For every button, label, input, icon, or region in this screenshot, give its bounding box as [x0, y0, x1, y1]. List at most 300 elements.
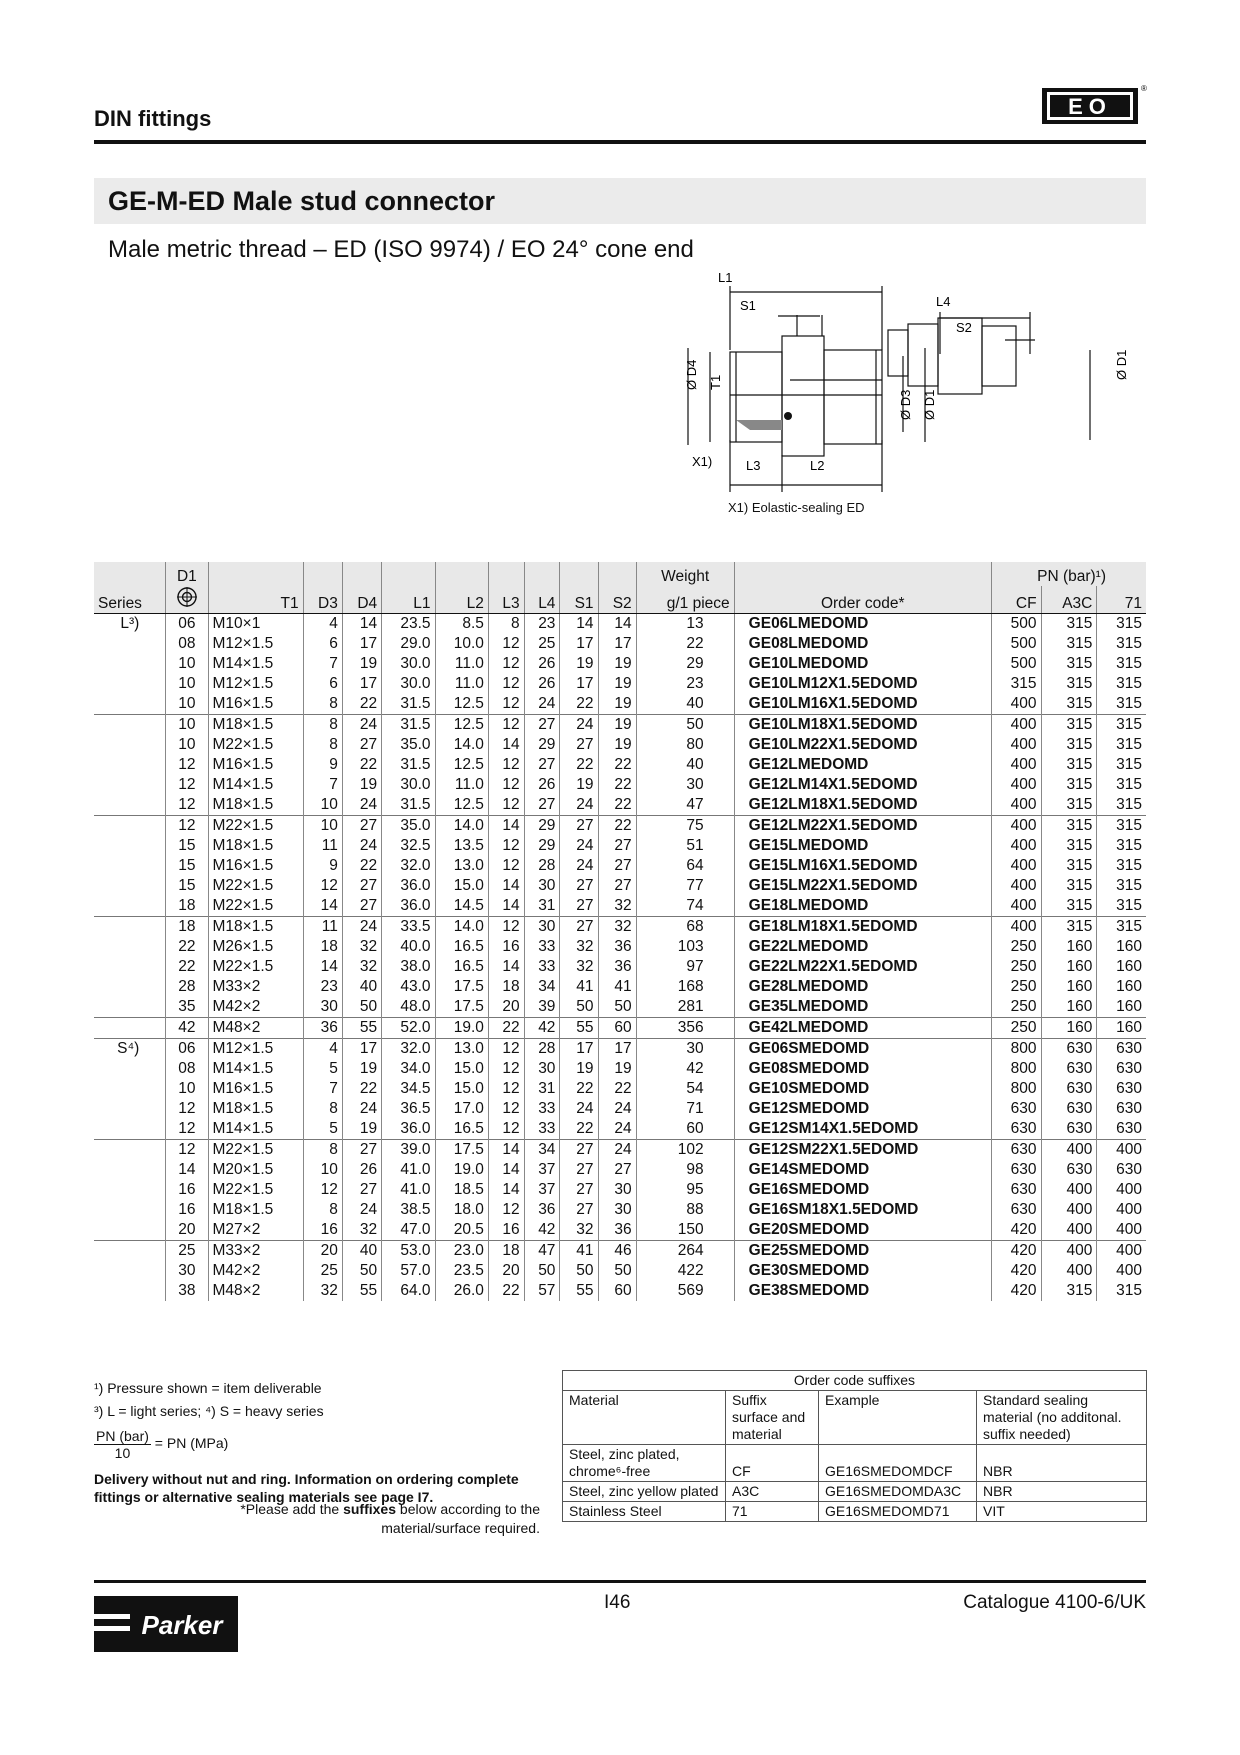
- table-cell: 10: [166, 735, 208, 755]
- table-cell: 32: [342, 937, 381, 957]
- dim-s2: S2: [956, 320, 972, 335]
- table-row: [94, 715, 1146, 736]
- table-cell: 60: [598, 1018, 636, 1039]
- order-code: GE10LMEDOMD: [734, 654, 991, 674]
- table-cell: 12: [166, 1119, 208, 1140]
- table-cell: 14.0: [435, 735, 488, 755]
- table-cell: 17: [342, 674, 381, 694]
- table-cell: 36.5: [382, 1099, 435, 1119]
- dim-d1-right: Ø D1: [1114, 349, 1129, 380]
- table-cell: 18: [488, 1241, 524, 1262]
- table-cell: 12: [166, 1099, 208, 1119]
- table-cell: 16: [488, 1220, 524, 1241]
- table-cell: 20: [303, 1241, 342, 1262]
- table-cell: 630: [991, 1180, 1041, 1200]
- table-cell: 315: [1041, 795, 1097, 816]
- table-cell: 33: [524, 957, 560, 977]
- order-code: GE15LM16X1.5EDOMD: [734, 856, 991, 876]
- table-cell: 630: [1041, 1059, 1097, 1079]
- table-cell: 20: [488, 1261, 524, 1281]
- table-cell: 74: [636, 896, 734, 917]
- table-cell: 50: [342, 1261, 381, 1281]
- table-cell: 29: [636, 654, 734, 674]
- table-cell: 281: [636, 997, 734, 1018]
- table-row: [94, 1180, 1146, 1200]
- table-cell: 10: [166, 694, 208, 715]
- order-code: GE28LMEDOMD: [734, 977, 991, 997]
- dim-d3: Ø D3: [898, 389, 913, 420]
- table-cell: 22: [342, 856, 381, 876]
- table-cell: 50: [636, 715, 734, 736]
- order-code: GE12LM22X1.5EDOMD: [734, 816, 991, 837]
- table-cell: 19: [560, 1059, 598, 1079]
- table-cell: 27: [560, 876, 598, 896]
- table-cell: 24: [598, 1099, 636, 1119]
- table-cell: 10: [166, 715, 208, 736]
- table-cell: 630: [1097, 1119, 1146, 1140]
- order-code: GE20SMEDOMD: [734, 1220, 991, 1241]
- table-row: [94, 735, 1146, 755]
- table-cell: 41.0: [382, 1180, 435, 1200]
- table-cell: 14: [488, 735, 524, 755]
- table-cell: 14: [166, 1160, 208, 1180]
- table-cell: 19: [560, 654, 598, 674]
- table-cell: M18×1.5: [208, 1200, 303, 1220]
- table-cell: 23: [303, 977, 342, 997]
- table-cell: [94, 795, 166, 816]
- table-cell: 11: [303, 917, 342, 938]
- table-cell: 15.0: [435, 876, 488, 896]
- table-cell: 10: [303, 795, 342, 816]
- table-cell: 40.0: [382, 937, 435, 957]
- table-cell: 19: [342, 1119, 381, 1140]
- table-cell: 12: [488, 795, 524, 816]
- table-cell: 160: [1097, 957, 1146, 977]
- table-cell: 98: [636, 1160, 734, 1180]
- table-cell: 315: [1097, 634, 1146, 654]
- table-cell: 16.5: [435, 1119, 488, 1140]
- order-code: GE08SMEDOMD: [734, 1059, 991, 1079]
- table-cell: 7: [303, 654, 342, 674]
- table-cell: 30: [636, 775, 734, 795]
- table-cell: 27: [560, 1180, 598, 1200]
- table-cell: 19: [560, 775, 598, 795]
- order-code: GE15LM22X1.5EDOMD: [734, 876, 991, 896]
- table-cell: 17.5: [435, 1140, 488, 1161]
- table-cell: 36: [598, 1220, 636, 1241]
- table-cell: 28: [166, 977, 208, 997]
- table-cell: 630: [1097, 1039, 1146, 1060]
- table-cell: 22: [342, 694, 381, 715]
- table-cell: 39.0: [382, 1140, 435, 1161]
- table-row: [94, 876, 1146, 896]
- table-cell: 50: [560, 997, 598, 1018]
- eo-logo-text: EO: [1068, 94, 1112, 119]
- table-cell: 41: [598, 977, 636, 997]
- col-header-5: L1: [382, 586, 435, 614]
- table-cell: 17: [598, 634, 636, 654]
- table-cell: 400: [1097, 1241, 1146, 1262]
- table-cell: 25: [166, 1241, 208, 1262]
- table-cell: 30: [524, 917, 560, 938]
- table-cell: 24: [342, 836, 381, 856]
- table-cell: 250: [991, 937, 1041, 957]
- table-cell: 630: [991, 1140, 1041, 1161]
- table-cell: M22×1.5: [208, 1180, 303, 1200]
- table-cell: 315: [1041, 856, 1097, 876]
- table-cell: 31.5: [382, 755, 435, 775]
- suffix-table: [562, 1370, 1147, 1522]
- table-cell: 315: [1041, 816, 1097, 837]
- header-pn: PN (bar)¹): [991, 562, 1146, 586]
- table-cell: 422: [636, 1261, 734, 1281]
- col-header-6: L2: [435, 586, 488, 614]
- table-cell: 10: [166, 654, 208, 674]
- table-cell: 160: [1097, 937, 1146, 957]
- table-cell: [94, 836, 166, 856]
- table-cell: 88: [636, 1200, 734, 1220]
- table-cell: 29: [524, 735, 560, 755]
- footer-rule: [94, 1580, 1146, 1583]
- table-row: [94, 1220, 1146, 1241]
- table-cell: 14: [303, 957, 342, 977]
- dim-x1: X1): [692, 454, 713, 469]
- table-cell: 27: [524, 755, 560, 775]
- table-cell: 06: [166, 614, 208, 635]
- table-cell: 12.5: [435, 795, 488, 816]
- table-cell: 24: [342, 1200, 381, 1220]
- table-cell: 30: [636, 1039, 734, 1060]
- note-pn-formula: [94, 1428, 228, 1461]
- col-header-0: Series: [94, 586, 166, 614]
- table-cell: 12: [166, 1140, 208, 1161]
- suffix-header-suffix: Suffix surface and material: [726, 1391, 819, 1445]
- note-suffix-bold: suffixes: [343, 1501, 397, 1517]
- table-cell: [94, 1079, 166, 1099]
- note-delivery: Delivery without nut and ring. Information on ordering complete fittings or alternative sealing materials see page I7.: [94, 1471, 519, 1505]
- table-cell: 27: [560, 896, 598, 917]
- table-cell: 38.5: [382, 1200, 435, 1220]
- col-header-8: L4: [524, 586, 560, 614]
- table-cell: 315: [1041, 715, 1097, 736]
- table-cell: 24: [560, 795, 598, 816]
- table-cell: 32: [598, 896, 636, 917]
- table-cell: 14: [488, 876, 524, 896]
- table-cell: [94, 917, 166, 938]
- suffix-cell: NBR: [977, 1445, 1147, 1482]
- table-cell: 14: [488, 1160, 524, 1180]
- table-cell: M14×1.5: [208, 775, 303, 795]
- table-cell: 400: [1041, 1200, 1097, 1220]
- table-cell: 630: [991, 1099, 1041, 1119]
- col-header-15: 71: [1097, 586, 1146, 614]
- col-header-13: CF: [991, 586, 1041, 614]
- table-row: [94, 1140, 1146, 1161]
- table-cell: 420: [991, 1220, 1041, 1241]
- order-code: GE12LMEDOMD: [734, 755, 991, 775]
- table-cell: 43.0: [382, 977, 435, 997]
- suffix-cell: CF: [726, 1445, 819, 1482]
- table-cell: 13: [636, 614, 734, 635]
- table-cell: 400: [991, 856, 1041, 876]
- table-cell: 33.5: [382, 917, 435, 938]
- table-cell: 15.0: [435, 1059, 488, 1079]
- table-cell: 17: [560, 634, 598, 654]
- table-cell: 55: [560, 1281, 598, 1301]
- table-cell: 630: [1041, 1119, 1097, 1140]
- table-cell: 14.5: [435, 896, 488, 917]
- table-cell: 8: [303, 694, 342, 715]
- table-row: [94, 614, 1146, 635]
- formula-numerator: PN (bar): [96, 1428, 149, 1444]
- order-code: GE16SMEDOMD: [734, 1180, 991, 1200]
- table-cell: M14×1.5: [208, 1059, 303, 1079]
- order-code: GE22LMEDOMD: [734, 937, 991, 957]
- order-code: GE10SMEDOMD: [734, 1079, 991, 1099]
- table-row: [94, 1119, 1146, 1140]
- table-cell: [94, 1160, 166, 1180]
- suffix-cell: GE16SMEDOMDA3C: [819, 1482, 977, 1502]
- table-cell: 22: [342, 1079, 381, 1099]
- fitting-diagram: [650, 270, 1160, 520]
- table-cell: 42: [636, 1059, 734, 1079]
- table-cell: M22×1.5: [208, 957, 303, 977]
- table-cell: 24: [560, 715, 598, 736]
- table-cell: 22: [488, 1018, 524, 1039]
- table-cell: 34: [524, 977, 560, 997]
- col-header-10: S2: [598, 586, 636, 614]
- table-cell: 9: [303, 856, 342, 876]
- table-cell: 30.0: [382, 654, 435, 674]
- table-cell: 36: [598, 937, 636, 957]
- table-cell: 24: [342, 795, 381, 816]
- table-cell: 27: [342, 1140, 381, 1161]
- table-cell: 14: [488, 1180, 524, 1200]
- table-cell: 315: [1097, 876, 1146, 896]
- col-header-12: Order code*: [734, 586, 991, 614]
- table-cell: 315: [1041, 634, 1097, 654]
- table-cell: 356: [636, 1018, 734, 1039]
- table-cell: 32: [560, 957, 598, 977]
- table-cell: [94, 997, 166, 1018]
- table-cell: M14×1.5: [208, 654, 303, 674]
- table-cell: 75: [636, 816, 734, 837]
- col-header-14: A3C: [1041, 586, 1097, 614]
- table-row: [94, 1059, 1146, 1079]
- order-code: GE10LM22X1.5EDOMD: [734, 735, 991, 755]
- table-cell: 12: [488, 654, 524, 674]
- table-cell: 35.0: [382, 816, 435, 837]
- table-cell: 16: [303, 1220, 342, 1241]
- table-cell: 34.5: [382, 1079, 435, 1099]
- table-cell: 27: [342, 876, 381, 896]
- table-cell: 19: [598, 674, 636, 694]
- order-code: GE08LMEDOMD: [734, 634, 991, 654]
- table-cell: 400: [991, 917, 1041, 938]
- table-cell: M22×1.5: [208, 816, 303, 837]
- table-cell: 42: [524, 1220, 560, 1241]
- order-code: GE15LMEDOMD: [734, 836, 991, 856]
- table-cell: 16: [166, 1200, 208, 1220]
- table-cell: M20×1.5: [208, 1160, 303, 1180]
- table-cell: M18×1.5: [208, 1099, 303, 1119]
- table-cell: 7: [303, 775, 342, 795]
- table-row: [94, 634, 1146, 654]
- table-cell: 400: [1097, 1140, 1146, 1161]
- table-cell: [94, 1281, 166, 1301]
- table-cell: 40: [342, 1241, 381, 1262]
- suffix-cell: GE16SMEDOMD71: [819, 1502, 977, 1522]
- order-code: GE30SMEDOMD: [734, 1261, 991, 1281]
- table-cell: 36: [598, 957, 636, 977]
- table-cell: 24: [598, 1119, 636, 1140]
- suffix-header-material: Material: [563, 1391, 726, 1445]
- suffix-cell: Stainless Steel: [563, 1502, 726, 1522]
- table-row: [94, 775, 1146, 795]
- table-cell: 315: [1097, 755, 1146, 775]
- order-code: GE18LMEDOMD: [734, 896, 991, 917]
- table-cell: 315: [1097, 614, 1146, 635]
- table-cell: 14.0: [435, 816, 488, 837]
- table-cell: [94, 775, 166, 795]
- table-cell: 11.0: [435, 674, 488, 694]
- table-cell: L³): [120, 615, 140, 632]
- table-cell: 500: [991, 634, 1041, 654]
- table-cell: 37: [524, 1180, 560, 1200]
- table-cell: 57.0: [382, 1261, 435, 1281]
- table-cell: 39: [524, 997, 560, 1018]
- table-cell: 18.0: [435, 1200, 488, 1220]
- table-cell: 315: [1041, 876, 1097, 896]
- table-cell: [94, 1059, 166, 1079]
- order-code: GE12LM14X1.5EDOMD: [734, 775, 991, 795]
- suffix-cell: VIT: [977, 1502, 1147, 1522]
- suffix-row: [563, 1445, 1147, 1482]
- table-cell: 315: [1097, 735, 1146, 755]
- table-cell: 29: [524, 816, 560, 837]
- suffix-cell: 71: [726, 1502, 819, 1522]
- table-cell: 4: [303, 1039, 342, 1060]
- table-cell: 24: [560, 856, 598, 876]
- table-cell: 71: [636, 1099, 734, 1119]
- table-cell: 500: [991, 654, 1041, 674]
- table-cell: 315: [1097, 856, 1146, 876]
- table-cell: 30: [303, 997, 342, 1018]
- table-row: [94, 977, 1146, 997]
- suffix-row: [563, 1482, 1147, 1502]
- table-cell: 50: [560, 1261, 598, 1281]
- table-cell: 17: [560, 674, 598, 694]
- table-cell: 31.5: [382, 795, 435, 816]
- table-cell: 400: [1041, 1241, 1097, 1262]
- table-cell: 315: [1041, 755, 1097, 775]
- dim-l3: L3: [746, 458, 761, 473]
- order-code: GE16SM18X1.5EDOMD: [734, 1200, 991, 1220]
- table-cell: 6: [303, 634, 342, 654]
- table-cell: 33: [524, 1099, 560, 1119]
- table-cell: 315: [1097, 674, 1146, 694]
- order-code: GE14SMEDOMD: [734, 1160, 991, 1180]
- table-cell: 35: [166, 997, 208, 1018]
- table-cell: 14: [488, 816, 524, 837]
- table-cell: 17: [598, 1039, 636, 1060]
- table-cell: 36: [303, 1018, 342, 1039]
- suffix-body: [563, 1445, 1147, 1522]
- table-cell: 23: [524, 614, 560, 635]
- table-cell: 17.0: [435, 1099, 488, 1119]
- table-cell: 14: [488, 1140, 524, 1161]
- table-cell: 26: [524, 674, 560, 694]
- formula-result: = PN (MPa): [150, 1435, 229, 1452]
- table-cell: [94, 694, 166, 715]
- table-cell: 160: [1041, 957, 1097, 977]
- table-cell: 630: [1041, 1039, 1097, 1060]
- suffix-cell: GE16SMEDOMDCF: [819, 1445, 977, 1482]
- diagram-caption: X1) Eolastic-sealing ED: [728, 500, 865, 515]
- table-cell: 400: [991, 694, 1041, 715]
- table-cell: 160: [1097, 1018, 1146, 1039]
- dim-t1: T1: [708, 374, 723, 390]
- suffix-cell: Steel, zinc yellow plated: [563, 1482, 726, 1502]
- dim-l1: L1: [718, 270, 733, 285]
- table-cell: 23.5: [435, 1261, 488, 1281]
- table-cell: 264: [636, 1241, 734, 1262]
- table-row: [94, 836, 1146, 856]
- table-cell: 22: [598, 775, 636, 795]
- table-cell: 8: [488, 614, 524, 635]
- table-cell: M22×1.5: [208, 735, 303, 755]
- table-cell: 36: [524, 1200, 560, 1220]
- suffix-cell: Steel, zinc plated, chrome⁶-free: [563, 1445, 726, 1482]
- table-cell: 315: [991, 674, 1041, 694]
- table-cell: 22: [166, 937, 208, 957]
- table-cell: 46: [598, 1241, 636, 1262]
- table-cell: 24: [342, 1099, 381, 1119]
- order-code: GE42LMEDOMD: [734, 1018, 991, 1039]
- col-header-4: D4: [342, 586, 381, 614]
- table-cell: 160: [1097, 977, 1146, 997]
- table-cell: 18: [166, 896, 208, 917]
- table-cell: 315: [1041, 1281, 1097, 1301]
- table-cell: 16: [488, 937, 524, 957]
- order-code: GE12LM18X1.5EDOMD: [734, 795, 991, 816]
- order-code: GE10LM18X1.5EDOMD: [734, 715, 991, 736]
- table-cell: 11: [303, 836, 342, 856]
- table-cell: 50: [598, 1261, 636, 1281]
- table-cell: 12: [488, 1039, 524, 1060]
- table-cell: M18×1.5: [208, 836, 303, 856]
- table-cell: 315: [1097, 654, 1146, 674]
- table-cell: 16.5: [435, 937, 488, 957]
- table-cell: 27: [598, 1160, 636, 1180]
- table-cell: 36.0: [382, 876, 435, 896]
- table-cell: 26: [342, 1160, 381, 1180]
- table-body: [94, 614, 1146, 1302]
- table-cell: 35.0: [382, 735, 435, 755]
- table-cell: 42: [524, 1018, 560, 1039]
- table-cell: 400: [991, 896, 1041, 917]
- table-cell: 64.0: [382, 1281, 435, 1301]
- parker-logo: [94, 1596, 238, 1652]
- table-cell: 315: [1097, 715, 1146, 736]
- order-code: GE06LMEDOMD: [734, 614, 991, 635]
- table-cell: 19: [342, 1059, 381, 1079]
- table-cell: 32: [342, 957, 381, 977]
- table-cell: 630: [991, 1160, 1041, 1180]
- table-cell: 250: [991, 997, 1041, 1018]
- table-cell: M33×2: [208, 977, 303, 997]
- note-suffix-pre: *Please add the: [240, 1501, 344, 1517]
